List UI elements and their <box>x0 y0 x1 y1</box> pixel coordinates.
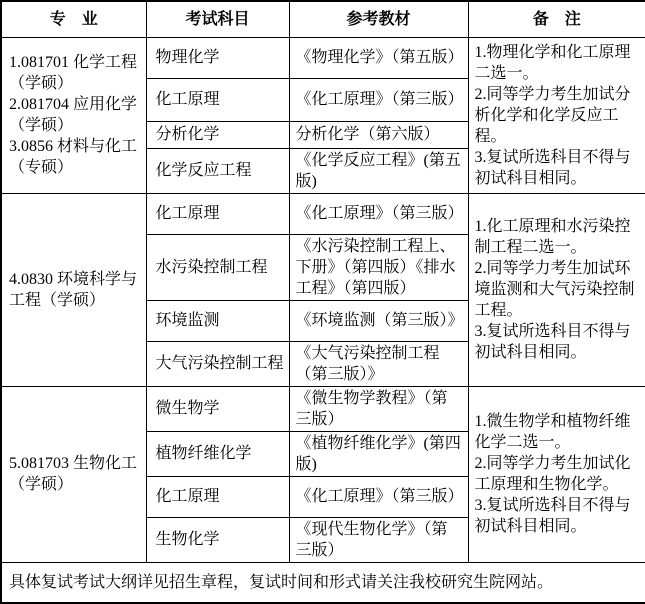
remarks-cell-group1 <box>468 37 645 193</box>
subject-cell: 分析化学 <box>146 121 289 148</box>
major-cell-group2 <box>1 193 146 386</box>
remark-line: 3.复试所选科目不得与初试科目相同。 <box>474 148 631 187</box>
major-cell-group3 <box>1 386 146 562</box>
textbook-cell: 《化工原理》（第三版） <box>289 193 468 234</box>
textbook-cell: 《环境监测（第三版）》 <box>289 300 468 341</box>
remark-line: 1.化工原理和水污染控制工程二选一。 <box>474 218 631 256</box>
remark-line: 1.物理化学和化工原理二选一。 <box>474 43 631 82</box>
remark-line: 2.同等学力考生加试分析化学和化学反应工程。 <box>474 85 631 145</box>
major-line: 3.0856 材料与化工（专硕） <box>9 138 138 176</box>
remark-line: 2.同等学力考生加试环境监测和大气污染控制工程。 <box>474 260 635 319</box>
major-cell-group1 <box>1 37 146 193</box>
textbook-cell: 《化学反应工程》(第五版) <box>289 148 468 193</box>
header-textbook: 参考教材 <box>289 1 468 37</box>
textbook-cell: 《现代生物化学》（第三版） <box>289 517 468 562</box>
textbook-cell: 《物理化学》（第五版） <box>289 37 468 78</box>
subject-cell: 微生物学 <box>146 386 289 431</box>
footer-note: 具体复试考试大纲详见招生章程，复试时间和形式请关注我校研究生院网站。 <box>1 562 645 603</box>
subject-cell: 化工原理 <box>146 476 289 517</box>
subject-cell: 环境监测 <box>146 300 289 341</box>
subject-cell: 大气污染控制工程 <box>146 341 289 386</box>
textbook-cell: 《大气污染控制工程（第三版）》 <box>289 341 468 386</box>
subject-cell: 化工原理 <box>146 193 289 234</box>
remark-line: 3.复试所选科目不得与初试科目相同。 <box>474 497 631 535</box>
table-row <box>1 37 645 78</box>
subject-cell: 植物纤维化学 <box>146 431 289 476</box>
major-line: 2.081704 应用化学（学硕） <box>9 96 138 134</box>
subject-cell: 生物化学 <box>146 517 289 562</box>
textbook-cell: 《化工原理》（第三版） <box>289 78 468 121</box>
textbook-cell: 《微生物学教程》（第三版） <box>289 386 468 431</box>
table-row <box>1 193 645 234</box>
remarks-cell-group3 <box>468 386 645 562</box>
subject-cell: 化工原理 <box>146 78 289 121</box>
subject-cell: 水污染控制工程 <box>146 234 289 300</box>
textbook-cell: 《化工原理》（第三版） <box>289 476 468 517</box>
header-remarks: 备 注 <box>468 1 645 37</box>
subject-cell: 化学反应工程 <box>146 148 289 193</box>
textbook-cell: 《水污染控制工程上、下册》（第四版）《排水工程》（第四版） <box>289 234 468 300</box>
remarks-cell-group2 <box>468 193 645 386</box>
header-subject: 考试科目 <box>146 1 289 37</box>
remark-line: 1.微生物学和植物纤维化学二选一。 <box>474 413 631 451</box>
major-line: 4.0830 环境科学与工程（学硕） <box>9 270 138 309</box>
major-line: 5.081703 生物化工（学硕） <box>9 455 138 493</box>
subject-cell: 物理化学 <box>146 37 289 78</box>
major-line: 1.081701 化学工程（学硕） <box>9 54 138 92</box>
header-major: 专 业 <box>1 1 146 37</box>
remark-line: 2.同等学力考生加试化工原理和生物化学。 <box>474 455 631 493</box>
remark-line: 3.复试所选科目不得与初试科目相同。 <box>474 323 631 361</box>
table-row <box>1 386 645 431</box>
textbook-cell: 分析化学（第六版） <box>289 121 468 148</box>
header-row <box>1 1 645 37</box>
textbook-cell: 《植物纤维化学》(第四版) <box>289 431 468 476</box>
